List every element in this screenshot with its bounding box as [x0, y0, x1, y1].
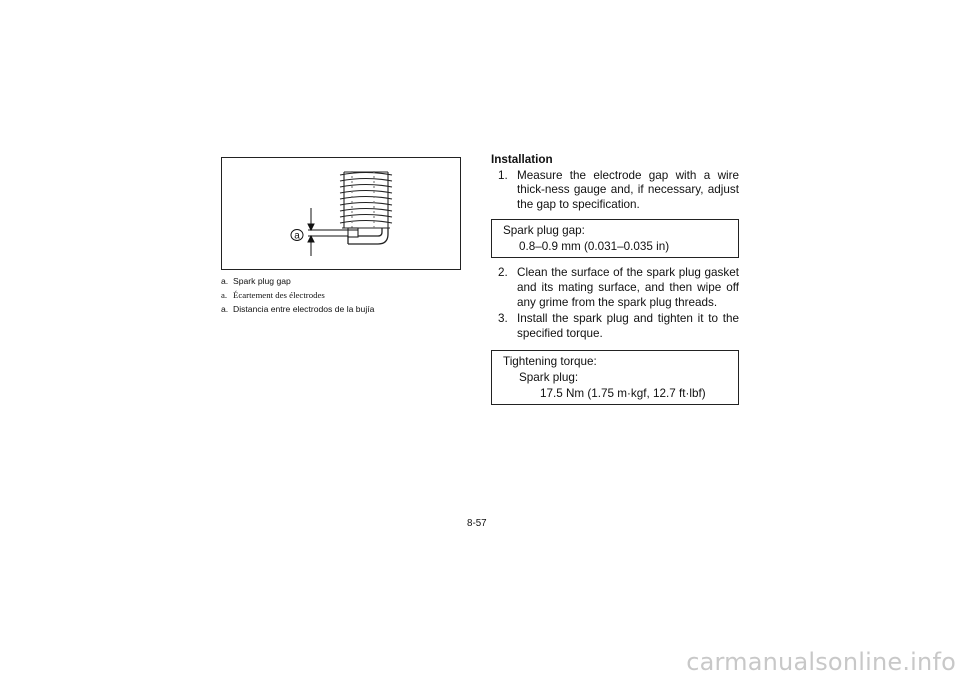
caption-french: [221, 290, 481, 302]
spec-label: Spark plug gap:: [503, 224, 585, 238]
step-number: 3.: [498, 312, 508, 326]
caption-text: Distancia entre electrodos de la bujía: [233, 303, 375, 314]
step-2: [491, 266, 739, 310]
step-number: 2.: [498, 266, 508, 280]
caption-text: Spark plug gap: [233, 276, 291, 286]
caption-key: a.: [221, 276, 229, 286]
spark-plug-figure: [221, 157, 461, 270]
spec-box-torque: [491, 350, 739, 405]
spec-item: Spark plug:: [519, 370, 579, 384]
step-number: 1.: [498, 168, 508, 182]
figure-captions: [221, 276, 481, 318]
spec-box-gap: [491, 219, 739, 258]
page-number: 8-57: [467, 518, 487, 529]
step-3: [491, 312, 739, 341]
caption-spanish: [221, 304, 481, 316]
caption-text: Écartement des électrodes: [233, 289, 325, 300]
step-1: [491, 169, 739, 213]
spec-value: 0.8–0.9 mm (0.031–0.035 in): [519, 239, 670, 253]
watermark: carmanualsonline.info: [686, 648, 956, 676]
caption-english: [221, 276, 481, 288]
installation-section: [491, 153, 739, 405]
caption-key: a.: [221, 289, 228, 300]
section-heading: Installation: [491, 153, 553, 166]
caption-key: a.: [221, 303, 229, 314]
spec-label: Tightening torque:: [503, 355, 597, 369]
callout-a: [291, 230, 303, 242]
center-electrode: [348, 228, 358, 237]
spec-value: 17.5 Nm (1.75 m·kgf, 12.7 ft·lbf): [540, 386, 706, 400]
step-text: Measure the electrode gap with a wire thick-ness gauge and, if necessary, adjust the gap to specification.: [517, 168, 739, 211]
step-text: Install the spark plug and tighten it to the specified torque.: [517, 312, 739, 340]
step-text: Clean the surface of the spark plug gasket and its mating surface, and then wipe off any grime from the spark plug threads.: [517, 266, 739, 309]
spark-plug-threads: [340, 171, 392, 228]
spark-plug-illustration: [222, 158, 461, 270]
callout-letter: a: [294, 230, 300, 242]
